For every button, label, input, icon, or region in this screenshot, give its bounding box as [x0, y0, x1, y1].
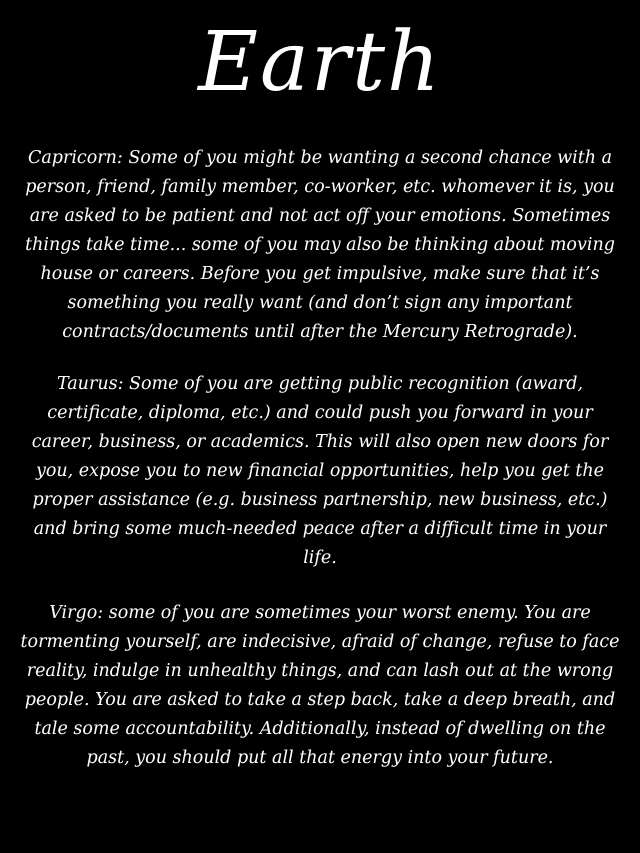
- page-title: Earth: [198, 15, 442, 110]
- capricorn-paragraph: Capricorn: Some of you might be wanting a second chance with a person, friend, family member, co-worker, etc. whomever it is, you are asked to be patient and not act off your emotions. Sometimes things take time... some of you may also be thinking about moving house or careers. Before you get impulsive, make sure that it’s something you really want (and don’t sign any important contracts/documents until after the Mercury Retrograde).: [25, 148, 615, 342]
- virgo-paragraph: Virgo: some of you are sometimes your worst enemy. You are tormenting yourself, are indecisive, afraid of change, refuse to face reality, indulge in unhealthy things, and can lash out at the wrong people. You are asked to take a step back, take a deep breath, and tale some accountability. Additionally, instead of dwelling on the past, you should put all that energy into your future.: [20, 603, 620, 768]
- taurus-paragraph: Taurus: Some of you are getting public recognition (award, certificate, diploma, etc.) and could push you forward in your career, business, or academics. This will also open new doors for you, expose you to new financial opportunities, help you get the proper assistance (e.g. business partnership, new business, etc.) and bring some much-needed peace after a difficult time in your life.: [31, 374, 609, 568]
